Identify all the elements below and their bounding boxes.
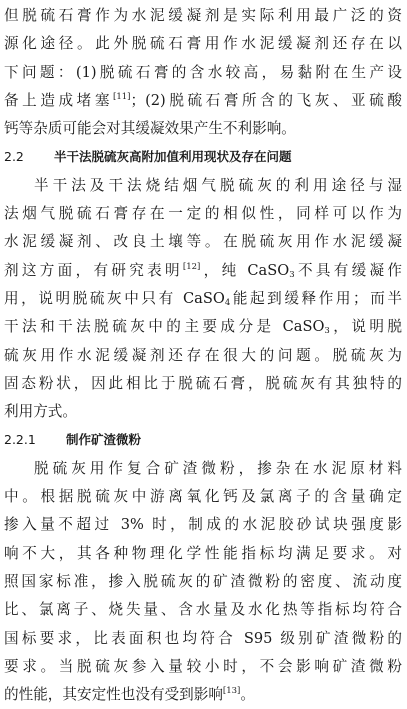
paragraph-slag-powder [4, 455, 402, 709]
text-segment: 能起到缓释作用；而半 [230, 289, 402, 307]
text-line: 响不大，其各种物理化学性能指标均满足要求。对 [4, 544, 402, 562]
citation-13: [13] [222, 686, 241, 697]
text-segment: 干法和干法脱硫灰中的主要成分是 CaSO [4, 318, 325, 336]
subscript: 3 [289, 269, 295, 280]
text-line [4, 313, 402, 341]
text-line: 半干法及干法烧结烟气脱硫灰的利用途径与湿 [34, 176, 402, 194]
text-segment: ；(2)脱硫石膏所含的飞灰、亚硫酸 [130, 91, 402, 109]
text-segment: 用，说明脱硫灰中只有 CaSO [4, 289, 225, 307]
section-heading-2-2 [4, 143, 402, 171]
text-segment: ，说明脱 [329, 318, 402, 336]
text-line: 要求。当脱硫灰参入量较小时，不会影响矿渣微粉 [4, 657, 402, 675]
text-line: 硫灰用作水泥缓凝剂还存在很大的问题。脱硫灰为 [4, 346, 402, 364]
text-line: 利用方式。 [4, 403, 77, 421]
text-line [4, 285, 402, 313]
text-line: 脱硫灰用作复合矿渣微粉，掺杂在水泥原材料 [34, 459, 402, 477]
text-line: 水泥缓凝剂、改良土壤等。在脱硫灰用作水泥缓凝 [4, 233, 402, 251]
text-line: 法烟气脱硫石膏存在一定的相似性，同样可以作为 [4, 205, 402, 223]
text-line: 中。根据脱硫灰中游离氧化钙及氯离子的含量确定 [4, 488, 402, 506]
text-line: 固态粉状，因此相比于脱硫石膏，脱硫灰有其独特的 [4, 374, 402, 392]
section-heading-2-2-1 [4, 426, 402, 454]
paragraph-gypsum-retarder [4, 2, 402, 143]
text-line [4, 257, 402, 285]
text-segment: 的性能，其安定性也没有受到影响 [4, 686, 223, 704]
document-page [4, 2, 402, 709]
section-title: 半干法脱硫灰高附加值利用现状及存在问题 [54, 149, 292, 165]
paragraph-semi-dry-ash [4, 172, 402, 427]
section-title: 制作矿渣微粉 [66, 432, 142, 448]
section-number: 2.2.1 [4, 432, 36, 448]
text-line: 掺入量不超过 3% 时，制成的水泥胶砂试块强度影 [4, 516, 402, 534]
text-line: 源化途径。此外脱硫石膏用作水泥缓凝剂还存在以 [4, 35, 402, 53]
text-line: 照国家标准，掺入脱硫灰的矿渣微粉的密度、流动度 [4, 572, 402, 590]
section-number: 2.2 [4, 149, 24, 165]
text-line: 下问题：(1)脱硫石膏的含水较高，易黏附在生产设 [4, 63, 402, 81]
text-line: 但脱硫石膏作为水泥缓凝剂是实际利用最广泛的资 [4, 7, 402, 24]
citation-11: [11] [113, 91, 131, 102]
text-line [4, 87, 402, 115]
text-segment: ，纯 CaSO [200, 261, 290, 279]
citation-12: [12] [182, 261, 201, 272]
subscript: 4 [224, 297, 231, 308]
text-line [4, 681, 402, 709]
text-segment: 备上造成堵塞 [4, 91, 114, 109]
text-segment: 不具有缓凝作 [294, 261, 402, 279]
text-line: 钙等杂质可能会对其缓凝效果产生不利影响。 [4, 120, 296, 138]
text-segment: 剂这方面，有研究表明 [4, 261, 183, 279]
subscript: 3 [324, 326, 330, 337]
text-segment: 。 [240, 686, 255, 704]
text-line: 比、氯离子、烧失量、含水量及水化热等指标均符合 [4, 601, 402, 619]
text-line: 国标要求，比表面积也均符合 S95 级别矿渣微粉的 [4, 629, 402, 647]
